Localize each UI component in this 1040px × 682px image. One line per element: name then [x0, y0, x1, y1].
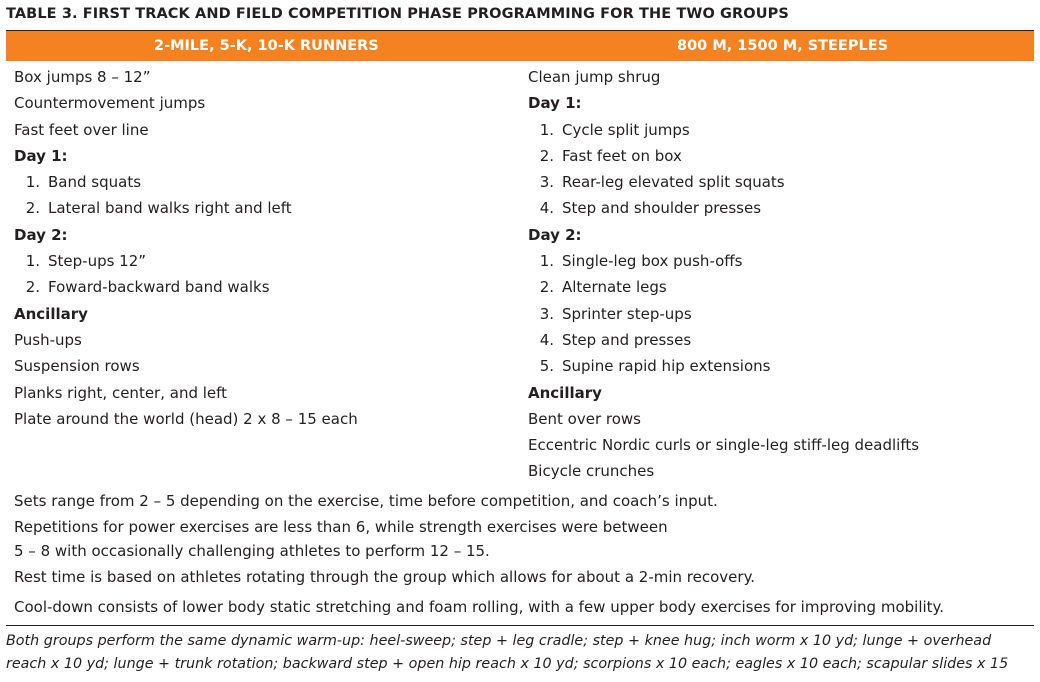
- item-number: 1.: [25, 173, 40, 192]
- exercise-item: [14, 406, 358, 432]
- item-number: 2.: [25, 199, 40, 218]
- item-text: Alternate legs: [562, 278, 667, 297]
- exercise-item: [14, 248, 358, 274]
- item-number: 3.: [539, 173, 554, 192]
- item-text: Fast feet on box: [562, 146, 682, 165]
- section-heading: [528, 380, 919, 406]
- exercise-item: [528, 274, 919, 300]
- item-number: 2.: [539, 278, 554, 297]
- item-text: Cycle split jumps: [562, 120, 690, 139]
- footnote-line-2: reach x 10 yd; lunge + trunk rotation; backward step + open hip reach x 10 yd; scorpions x 10 each; eagles x 10 each; scapular slides x 15: [6, 656, 1009, 672]
- right-column: [528, 64, 919, 485]
- item-text: Supine rapid hip extensions: [562, 357, 771, 376]
- item-number: 5.: [539, 357, 554, 376]
- note-sets: Sets range from 2 – 5 depending on the exercise, time before competition, and coach’s input.: [14, 492, 718, 510]
- section-heading: [528, 222, 919, 248]
- item-text: Plate around the world (head) 2 x 8 – 15 each: [14, 409, 358, 428]
- item-number: 4.: [539, 330, 554, 349]
- exercise-item: [528, 143, 919, 169]
- item-text: Box jumps 8 – 12”: [14, 68, 151, 86]
- item-text: Foward-backward band walks: [48, 278, 270, 297]
- notes: [14, 489, 944, 619]
- exercise-item: [14, 117, 358, 143]
- bottom-rule: [6, 625, 1034, 626]
- item-text: Bent over rows: [528, 409, 641, 428]
- exercise-item: [528, 353, 919, 379]
- item-text: Eccentric Nordic curls or single-leg stiff-leg deadlifts: [528, 436, 920, 455]
- item-number: 1.: [539, 120, 554, 139]
- item-text: Lateral band walks right and left: [48, 199, 292, 218]
- item-number: 2.: [539, 146, 554, 165]
- footnote: [6, 630, 1034, 676]
- section-heading: [528, 90, 919, 116]
- item-text: Suspension rows: [14, 357, 140, 376]
- item-text: Ancillary: [528, 383, 602, 402]
- table-header: [6, 31, 1034, 61]
- header-right: 800 M, 1500 M, STEEPLES: [677, 38, 889, 54]
- exercise-item: [528, 301, 919, 327]
- item-text: Day 1:: [14, 146, 68, 165]
- left-column: [14, 64, 358, 432]
- exercise-item: [14, 353, 358, 379]
- item-text: Clean jump shrug: [528, 68, 661, 86]
- note-repetitions-2: 5 – 8 with occasionally challenging athletes to perform 12 – 15.: [14, 542, 490, 560]
- exercise-item: [528, 195, 919, 221]
- item-text: Rear-leg elevated split squats: [562, 173, 785, 192]
- note-repetitions-1: Repetitions for power exercises are less than 6, while strength exercises were between: [14, 518, 668, 536]
- item-text: Single-leg box push-offs: [562, 252, 743, 271]
- item-text: Step and shoulder presses: [562, 199, 762, 218]
- exercise-item: [528, 117, 919, 143]
- exercise-item: [14, 380, 358, 406]
- item-text: Fast feet over line: [14, 120, 149, 139]
- item-text: Planks right, center, and left: [14, 383, 228, 402]
- exercise-item: [528, 327, 919, 353]
- footnote-line-1: Both groups perform the same dynamic warm-up: heel-sweep; step + leg cradle; step + knee hug; inch worm x 10 yd; lunge + overhead: [6, 633, 992, 649]
- table-title: TABLE 3. FIRST TRACK AND FIELD COMPETITION PHASE PROGRAMMING FOR THE TWO GROUPS: [6, 6, 789, 22]
- section-heading: [14, 222, 358, 248]
- item-number: 3.: [539, 304, 554, 323]
- item-text: Day 1:: [528, 94, 582, 113]
- exercise-item: [528, 432, 919, 458]
- exercise-item: [528, 248, 919, 274]
- item-text: Ancillary: [14, 304, 88, 323]
- item-number: 1.: [25, 252, 40, 271]
- item-text: Bicycle crunches: [528, 462, 655, 481]
- item-text: Push-ups: [14, 330, 82, 349]
- exercise-item: [14, 64, 358, 90]
- note-rest: Rest time is based on athletes rotating through the group which allows for about a 2-min recovery.: [14, 568, 756, 586]
- exercise-item: [528, 169, 919, 195]
- item-number: 2.: [25, 278, 40, 297]
- item-text: Day 2:: [14, 225, 68, 244]
- section-heading: [14, 143, 358, 169]
- exercise-item: [14, 90, 358, 116]
- exercise-item: [14, 169, 358, 195]
- exercise-item: [528, 458, 919, 484]
- exercise-item: [528, 406, 919, 432]
- note-cooldown: Cool-down consists of lower body static stretching and foam rolling, with a few upper body exercises for improving mobility.: [14, 598, 945, 616]
- exercise-item: [14, 195, 358, 221]
- header-left: 2-MILE, 5-K, 10-K RUNNERS: [154, 38, 379, 54]
- section-heading: [14, 301, 358, 327]
- item-number: 1.: [539, 252, 554, 271]
- item-text: Step-ups 12”: [48, 252, 147, 271]
- item-text: Band squats: [48, 173, 142, 192]
- exercise-item: [14, 327, 358, 353]
- item-text: Step and presses: [562, 330, 692, 349]
- item-text: Day 2:: [528, 225, 582, 244]
- item-number: 4.: [539, 199, 554, 218]
- exercise-item: [14, 274, 358, 300]
- item-text: Countermovement jumps: [14, 94, 206, 113]
- exercise-item: [528, 64, 919, 90]
- item-text: Sprinter step-ups: [562, 304, 692, 323]
